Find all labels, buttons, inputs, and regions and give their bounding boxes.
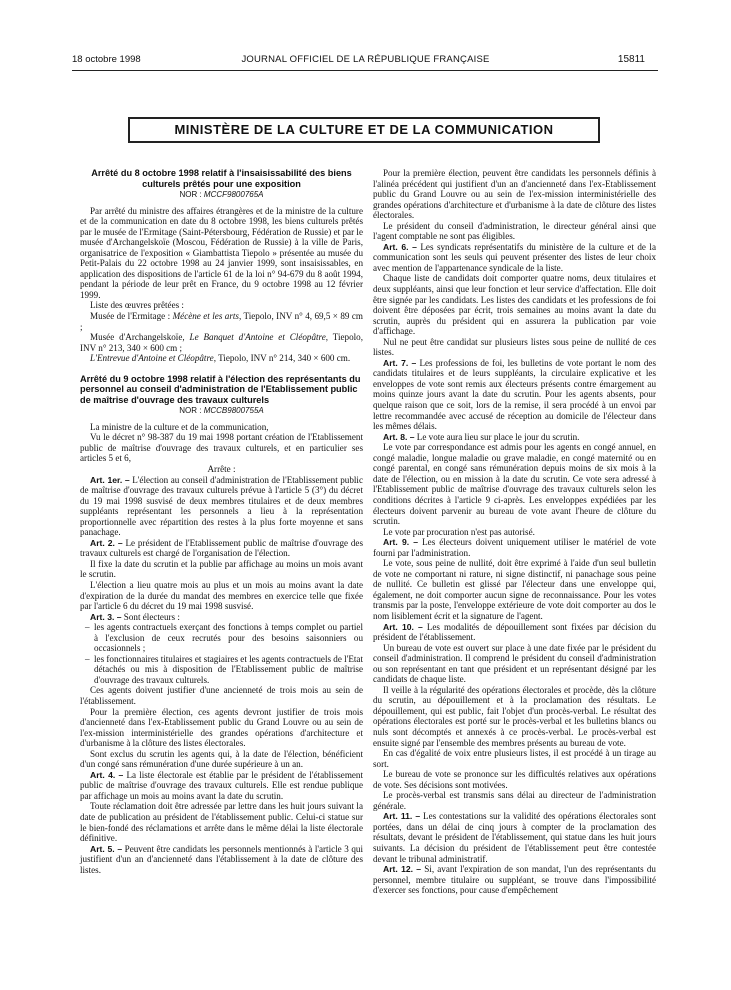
article-3-para: Sont exclus du scrutin les agents qui, à la date de l'élection, bénéficient d'un congé sans rémunération d'une durée supérieure à un an. [80, 748, 363, 770]
article-3-para: Pour la première élection, ces agents devront justifier de trois mois d'ancienneté dans l'ex-Etablissement public du Grand Louvre ou au sein de l'ex-mission interministérielle des grandes opérations d'architecture et d'urbanisme à la clôture des listes électorales. [80, 706, 363, 749]
article-10: Art. 10. – Les modalités de dépouillement sont fixées par décision du président de l'établissement. [373, 621, 656, 643]
left-column [80, 168, 363, 875]
article-3-para: Ces agents doivent justifier d'une ancienneté de trois mois au sein de l'établissement. [80, 685, 363, 707]
decree1-list-heading: Liste des œuvres prêtées : [90, 300, 184, 311]
ministry-banner: MINISTÈRE DE LA CULTURE ET DE LA COMMUNICATION [128, 117, 600, 143]
decree1-paragraph: Par arrêté du ministre des affaires étrangères et de la ministre de la culture et de la communication en date du 8 octobre 1998, les biens culturels prêtés par le musée de l'Ermitage (Saint-Pétersbourg, Fédération de Russie) et par le musée d'Archangelskoïe (Moscou, Fédération de Russie) à la ville de Paris, organisatrice de l'exposition « Giambattista Tiepolo » présentée au musée du Petit-Palais du 22 octobre 1998 au 24 janvier 1999, sont insaisissables, en application des dispositions de l'article 61 de la loi n° 94-679 du 8 août 1994, pendant la période de leur prêt en France, du 9 octobre 1998 au 12 février 1999. [80, 205, 363, 300]
list-item: – les agents contractuels exerçant des fonctions à temps complet ou partiel à l'exclusion de ceux recrutés pour des besoins saisonniers ou occasionnels ; [94, 622, 363, 654]
article-2: Art. 2. – Le président de l'Etablissement public de maîtrise d'ouvrage des travaux culturels est chargé de l'organisation de l'élection. [80, 537, 363, 559]
header-journal-title: JOURNAL OFFICIEL DE LA RÉPUBLIQUE FRANÇAISE [241, 54, 490, 65]
decree2-nor-code: MCCB9800755A [203, 406, 264, 416]
article-4: Art. 4. – La liste électorale est établie par le président de l'établissement public de maîtrise d'ouvrage des travaux culturels. Elle est rendue publique par affichage un mois au moins avant la date du scrutin. [80, 769, 364, 801]
header-page-number: 15811 [617, 54, 645, 65]
decree1-nor-code: MCCF9800765A [203, 190, 264, 199]
article-5-para: Pour la première élection, peuvent être candidats les personnels définis à l'alinéa précédent qui justifient d'un an d'ancienneté dans l'ex-Etablissement public du Grand Louvre ou au sein de l'ex-mission interministérielle des grandes opérations d'architecture et d'urbanisme à la date de clôture des listes électorales. [373, 168, 656, 221]
decree2-vu: Vu le décret n° 98-387 du 19 mai 1998 portant création de l'Etablissement public de maîtrise d'ouvrage des travaux culturels, et en particulier ses articles 5 et 6, [80, 432, 363, 464]
article-11: Art. 11. – Les contestations sur la validité des opérations électorales sont portées, dans un délai de cinq jours à compter de la proclamation des résultats, devant le président de l'établissement, qui statue dans les huit jours suivants. La décision du président de l'établissement peut être contestée devant le tribunal administratif. [373, 811, 656, 864]
decree1-work-1: Musée de l'Ermitage : Mécène et les arts, Tiepolo, INV n° 4, 69,5 × 89 cm ; [80, 311, 363, 332]
decree2-nor: NOR : MCCB9800755A [179, 406, 264, 416]
article-5-para: Le président du conseil d'administration, le directeur général ainsi que l'agent comptable ne sont pas éligibles. [373, 220, 656, 242]
right-column [373, 168, 656, 896]
decree2-minister: La ministre de la culture et de la communication, [90, 421, 269, 432]
decree1-title: Arrêté du 8 octobre 1998 relatif à l'insaisissabilité des biens culturels prêtés pour une exposition [91, 168, 352, 189]
article-6-para: Nul ne peut être candidat sur plusieurs listes sous peine de nullité de ces listes. [373, 336, 656, 358]
header-date: 18 octobre 1998 [72, 54, 141, 65]
article-3-list [80, 622, 363, 685]
article-10-para: Le procès-verbal est transmis sans délai au directeur de l'administration générale. [373, 790, 656, 811]
article-6-para: Chaque liste de candidats doit comporter quatre noms, deux titulaires et deux suppléants, ainsi que leur fonction et leur service d'affectation. Elle doit être signée par les candidats. Les listes des candidats et les professions de foi doivent être déposées par écrit, trois semaines au moins avant la date du scrutin, auprès du président qui en assurera la publication par voie d'affichage. [373, 273, 656, 337]
article-2-para: L'élection a lieu quatre mois au plus et un mois au moins avant la date d'expiration de la durée du mandat des membres en exercice telle que fixée par l'article 6 du décret du 19 mai 1998 susvisé. [80, 580, 363, 612]
decree2-title: Arrêté du 9 octobre 1998 relatif à l'élection des représentants du personnel au conseil d'administration de l'Etablissement public de maîtrise d'ouvrage des travaux culturels [80, 373, 361, 405]
page-header [0, 50, 731, 66]
article-8-para: Le vote par procuration n'est pas autorisé. [383, 526, 535, 537]
article-10-para: En cas d'égalité de voix entre plusieurs listes, il est procédé à un tirage au sort. [373, 748, 656, 769]
article-8-para: Le vote par correspondance est admis pour les agents en congé annuel, en congé maladie, longue maladie ou grave maladie, en congé maternité ou en congé parental, en congé sans rémunération depuis moins de six mois à la date de l'élection, ou en mission à la date du scrutin. Ce vote sera adressé à l'Etablissement public de maîtrise d'ouvrage des travaux culturels selon les conditions décrites à l'article 9 ci-après. Les enveloppes expédiées par les électeurs doivent parvenir au bureau de vote avant l'heure de clôture du scrutin. [373, 442, 656, 527]
article-3: Art. 3. – Sont électeurs : [90, 611, 180, 622]
decree1-nor: NOR : MCCF9800765A [179, 190, 264, 199]
article-4-para: Toute réclamation doit être adressée par lettre dans les huit jours suivant la date de publication au président de l'établissement public. Celui-ci statue sur le bien-fondé des réclamations et arrête dans le même délai la liste électorale définitive. [80, 801, 363, 844]
article-5: Art. 5. – Peuvent être candidats les personnels mentionnés à l'article 3 qui justifient d'un an d'ancienneté dans l'établissement à la date de clôture des listes. [80, 843, 363, 875]
article-7: Art. 7. – Les professions de foi, les bulletins de vote portant le nom des candidats titulaires et de leurs suppléants, la circulaire explicative et les enveloppes de vote sont remis aux électeurs présents contre émargement au moins quinze jours avant la date du scrutin. Pour les agents absents, pour quelque raison que ce soit, lors de la remise, il sera procédé à un envoi par lettre recommandée avec accusé de réception au domicile de l'électeur dans les mêmes délais. [373, 357, 656, 432]
article-10-para: Il veille à la régularité des opérations électorales et procède, dès la clôture du scrutin, au dépouillement et à la proclamation des résultats. Le dépouillement, qui est public, fait l'objet d'un procès-verbal. Le résultat des opérations électorales est porté sur le procès-verbal et les bulletins blancs ou nuls sont décomptés et annexés à ce procès-verbal. Le procès-verbal est ensuite signé par l'ensemble des membres présents au bureau de vote. [373, 684, 656, 748]
article-6: Art. 6. – Les syndicats représentatifs du ministère de la culture et de la communication sont les seuls qui peuvent présenter des listes de leur choix avec mention de l'appartenance syndicale de la liste. [373, 241, 656, 273]
decree1-work-3: L'Entrevue d'Antoine et Cléopâtre, Tiepolo, INV n° 214, 340 × 600 cm. [90, 353, 351, 364]
article-9: Art. 9. – Les électeurs doivent uniquement utiliser le matériel de vote fourni par l'administration. [373, 537, 656, 558]
article-2-para: Il fixe la date du scrutin et la publie par affichage au moins un mois avant le scrutin. [80, 558, 363, 580]
article-1: Art. 1er. – L'élection au conseil d'administration de l'Etablissement public de maîtrise d'ouvrage des travaux culturels prévue à l'article 5 (3°) du décret du 19 mai 1998 susvisé de deux membres titulaires et de deux membres suppléants représentant les personnels a lieu à la représentation proportionnelle avec répartition des restes à la plus forte moyenne et sans panachage. [80, 474, 363, 538]
decree2-arrete: Arrête : [207, 463, 236, 474]
header-rule [72, 70, 658, 71]
article-10-para: Un bureau de vote est ouvert sur place à une date fixée par le président du conseil d'administration. Il comprend le président du conseil d'administration ou son représentant en tant que président et un représentant désigné par les candidats de chaque liste. [373, 642, 656, 685]
article-8: Art. 8. – Le vote aura lieu sur place le jour du scrutin. [383, 431, 580, 442]
article-9-para: Le vote, sous peine de nullité, doit être exprimé à l'aide d'un seul bulletin de vote ne comportant ni rature, ni signe distinctif, ni panachage sous peine de nullité. Ce bulletin est glissé par l'électeur dans une enveloppe qui, également, ne doit comporter aucun signe de reconnaissance. Pour les votes transmis par la poste, l'enveloppe extérieure de vote doit comporter au dos le nom lisiblement écrit et la signature de l'agent. [373, 558, 656, 621]
decree1-work-2: Musée d'Archangelskoïe, Le Banquet d'Antoine et Cléopâtre, Tiepolo, INV n° 213, 340 × 600 cm ; [80, 332, 363, 353]
list-item: – les fonctionnaires titulaires et stagiaires et les agents contractuels de l'Etat détachés ou mis à disposition de l'Etablissement public de maîtrise d'ouvrage des travaux culturels. [94, 654, 363, 686]
article-10-para: Le bureau de vote se prononce sur les difficultés relatives aux opérations de vote. Ses décisions sont motivées. [373, 769, 656, 790]
article-12: Art. 12. – Si, avant l'expiration de son mandat, l'un des représentants du personnel, membre titulaire ou suppléant, se trouve dans l'impossibilité d'exercer ses fonctions, pour cause d'empêchement [373, 864, 656, 896]
